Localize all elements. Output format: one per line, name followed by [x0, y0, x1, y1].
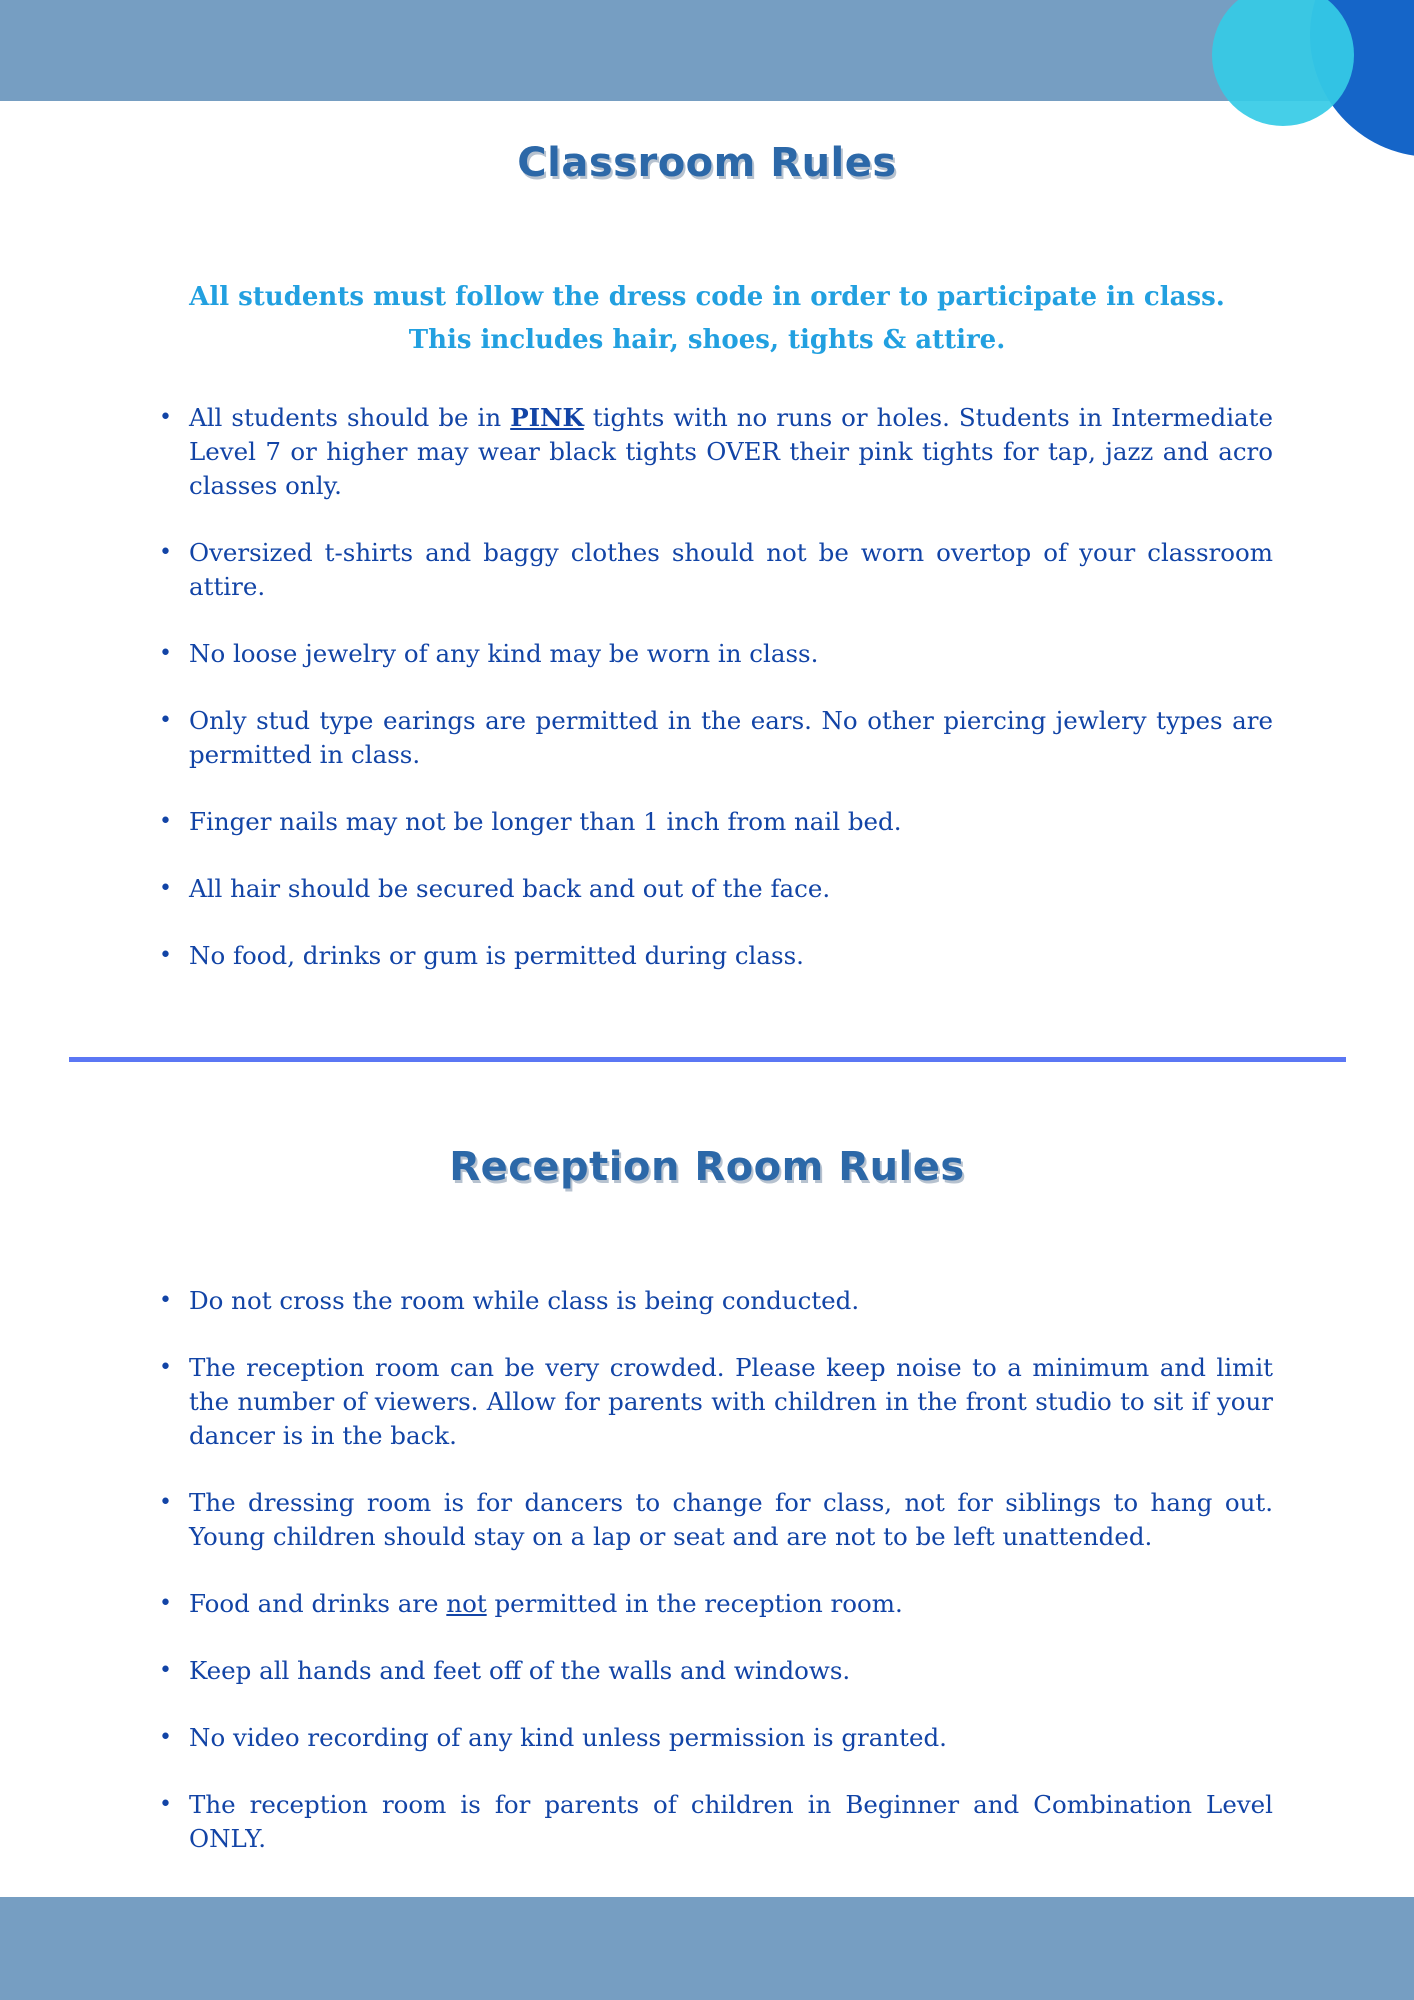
- bullet-icon: •: [159, 1355, 172, 1380]
- bullet-icon: •: [159, 876, 172, 901]
- list-item-text: Do not cross the room while class is being conducted.: [189, 1286, 860, 1315]
- bullet-icon: •: [159, 641, 172, 666]
- list-item-text: No loose jewelry of any kind may be worn in class.: [189, 639, 819, 668]
- list-item-text: [189, 401, 1273, 503]
- footer-band: [0, 1897, 1414, 2000]
- list-item: [159, 805, 1273, 839]
- bullet-icon: •: [159, 1792, 172, 1817]
- list-item-text: Finger nails may not be longer than 1 inch from nail bed.: [189, 807, 902, 836]
- list-item: [159, 1721, 1273, 1755]
- bullet-icon: •: [159, 943, 172, 968]
- list-item: [159, 1486, 1273, 1554]
- rule-text: tights with no runs or holes. Students in Intermediate Level 7 or higher may wear black tights OVER their pink tights for tap, jazz and acro classes only.: [189, 403, 1273, 500]
- dress-code-notice: [0, 276, 1414, 362]
- bullet-icon: •: [159, 1288, 172, 1313]
- list-item-text: All hair should be secured back and out of the face.: [189, 874, 831, 903]
- list-item-text: The reception room is for parents of children in Beginner and Combination Level ONLY.: [189, 1790, 1273, 1853]
- reception-rules-title: Reception Room Rules: [449, 1144, 965, 1190]
- list-item: [159, 1587, 1273, 1621]
- dress-code-notice-line1: All students must follow the dress code in order to participate in class.: [189, 282, 1225, 312]
- list-item: [159, 637, 1273, 671]
- bullet-icon: •: [159, 809, 172, 834]
- list-item: [159, 1284, 1273, 1318]
- rule-text: permitted in the reception room.: [486, 1589, 903, 1618]
- bullet-icon: •: [159, 1591, 172, 1616]
- list-item-text: The dressing room is for dancers to change for class, not for siblings to hang out. Young children should stay on a lap or seat and are not to be left unattended.: [189, 1488, 1273, 1551]
- list-item-text: No video recording of any kind unless permission is granted.: [189, 1723, 947, 1752]
- list-item-text: [189, 1587, 1273, 1621]
- bullet-icon: •: [159, 405, 172, 430]
- pink-emphasis: PINK: [510, 403, 584, 432]
- list-item: [159, 704, 1273, 772]
- list-item: [159, 1654, 1273, 1688]
- not-emphasis: not: [446, 1589, 487, 1618]
- list-item-text: Only stud type earings are permitted in the ears. No other piercing jewlery types are permitted in class.: [189, 706, 1273, 769]
- list-item: [159, 536, 1273, 604]
- classroom-rules-title: Classroom Rules: [517, 140, 897, 186]
- reception-rules-list: [159, 1284, 1273, 1856]
- dress-code-notice-line2: This includes hair, shoes, tights & attire.: [408, 325, 1006, 355]
- bullet-icon: •: [159, 540, 172, 565]
- list-item-text: No food, drinks or gum is permitted during class.: [189, 941, 804, 970]
- list-item-text: Oversized t-shirts and baggy clothes should not be worn overtop of your classroom attire.: [189, 538, 1273, 601]
- rule-text: All students should be in: [189, 403, 511, 432]
- rule-text: Food and drinks are: [189, 1589, 447, 1618]
- list-item-text: Keep all hands and feet off of the walls and windows.: [189, 1656, 851, 1685]
- header-band: [0, 0, 1414, 101]
- classroom-rules-list: [159, 401, 1273, 973]
- bullet-icon: •: [159, 1658, 172, 1683]
- list-item: [159, 939, 1273, 973]
- list-item: [159, 401, 1273, 503]
- bullet-icon: •: [159, 1725, 172, 1750]
- list-item: [159, 1788, 1273, 1856]
- list-item: [159, 1351, 1273, 1453]
- bullet-icon: •: [159, 1490, 172, 1515]
- list-item: [159, 872, 1273, 906]
- list-item-text: The reception room can be very crowded. Please keep noise to a minimum and limit the number of viewers. Allow for parents with children in the front studio to sit if your dancer is in the back.: [189, 1353, 1273, 1450]
- section-divider: [69, 1057, 1346, 1062]
- bullet-icon: •: [159, 708, 172, 733]
